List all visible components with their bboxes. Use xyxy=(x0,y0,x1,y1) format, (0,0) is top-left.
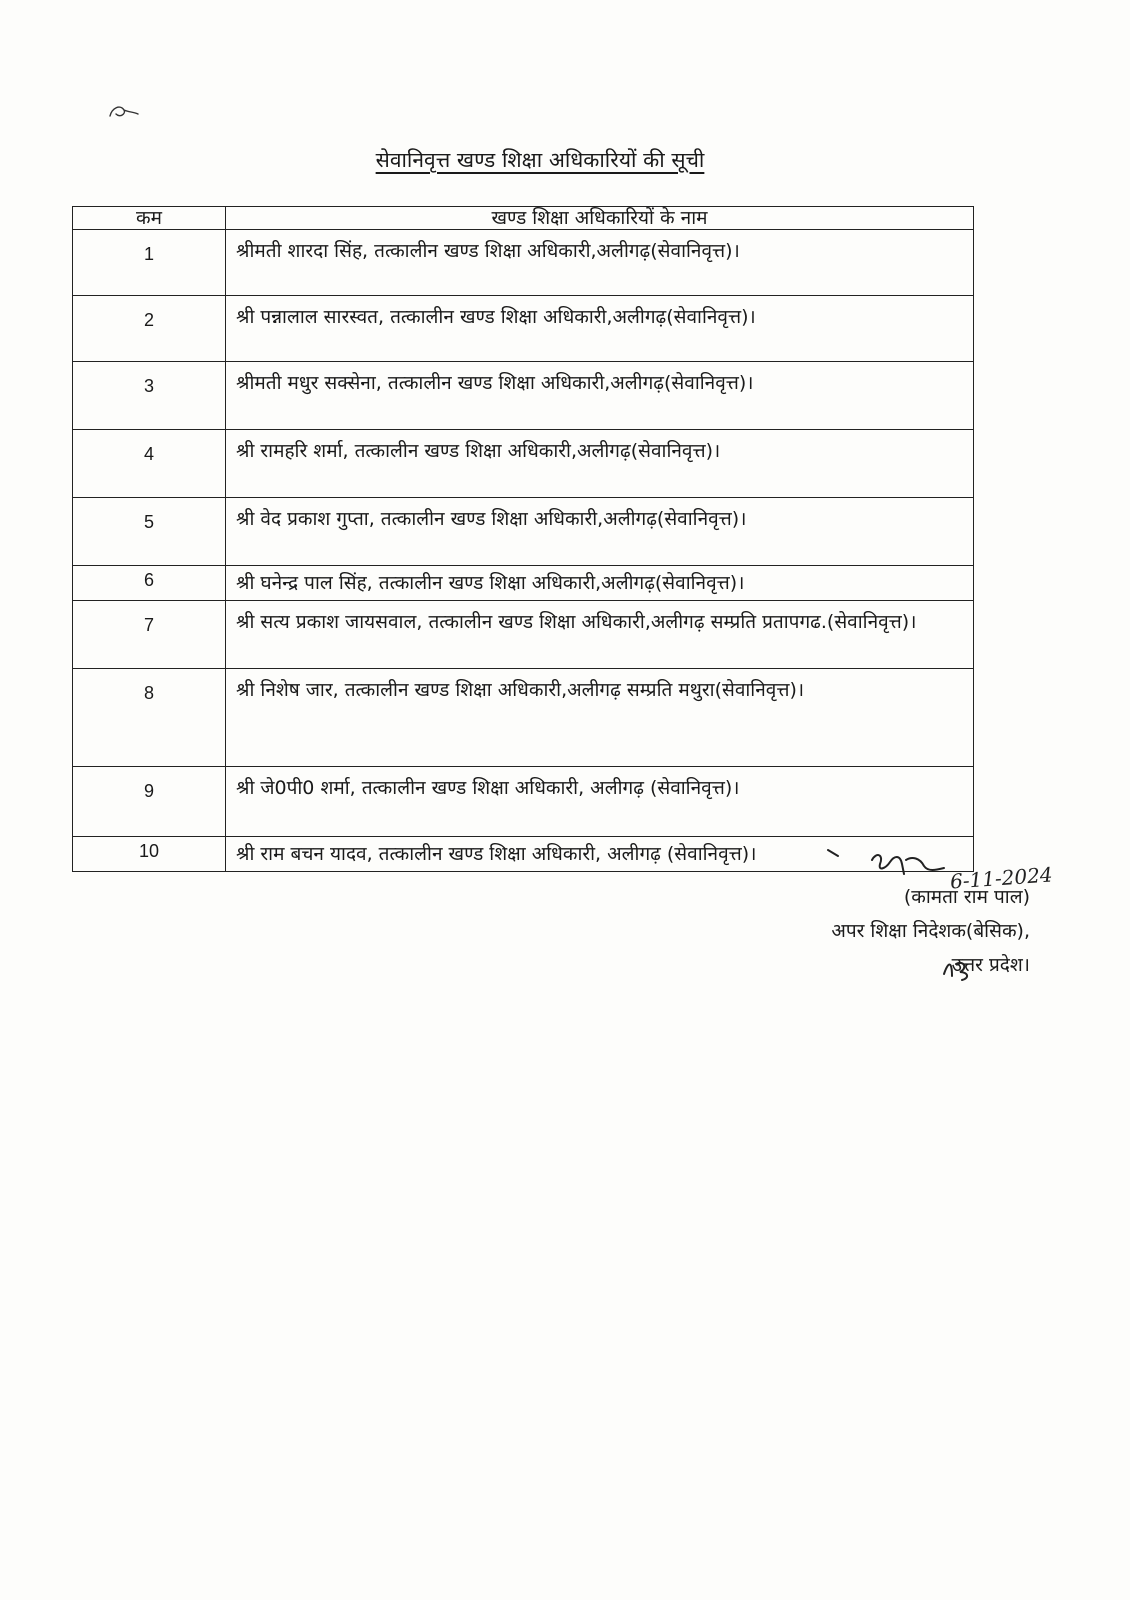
row-officer-name: श्रीमती मधुर सक्सेना, तत्कालीन खण्ड शिक्षा अधिकारी,अलीगढ़(सेवानिवृत्त)। xyxy=(226,362,974,430)
row-officer-name: श्रीमती शारदा सिंह, तत्कालीन खण्ड शिक्षा अधिकारी,अलीगढ़(सेवानिवृत्त)। xyxy=(226,230,974,296)
row-serial: 6 xyxy=(73,566,226,601)
row-officer-name: श्री सत्य प्रकाश जायसवाल, तत्कालीन खण्ड शिक्षा अधिकारी,अलीगढ़ सम्प्रति प्रतापगढ.(सेवानिवृत्त)। xyxy=(226,601,974,669)
signatory-designation: अपर शिक्षा निदेशक(बेसिक), xyxy=(831,920,1030,942)
signatory-name: (कामता राम पाल) xyxy=(903,886,1030,908)
row-serial: 5 xyxy=(73,498,226,566)
row-officer-name: श्री घनेन्द्र पाल सिंह, तत्कालीन खण्ड शिक्षा अधिकारी,अलीगढ़(सेवानिवृत्त)। xyxy=(226,566,974,601)
row-serial: 9 xyxy=(73,767,226,837)
officers-table xyxy=(72,206,974,872)
row-serial: 10 xyxy=(73,837,226,872)
table-row xyxy=(73,230,974,296)
handwritten-initial-mark xyxy=(938,952,976,984)
row-officer-name: श्री वेद प्रकाश गुप्ता, तत्कालीन खण्ड शिक्षा अधिकारी,अलीगढ़(सेवानिवृत्त)। xyxy=(226,498,974,566)
table-header-row xyxy=(73,207,974,230)
signature-block xyxy=(831,880,1030,982)
row-serial: 1 xyxy=(73,230,226,296)
row-serial: 8 xyxy=(73,669,226,767)
row-serial: 4 xyxy=(73,430,226,498)
row-officer-name: श्री निशेष जार, तत्कालीन खण्ड शिक्षा अधिकारी,अलीगढ़ सम्प्रति मथुरा(सेवानिवृत्त)। xyxy=(226,669,974,767)
row-officer-name: श्री जे0पी0 शर्मा, तत्कालीन खण्ड शिक्षा अधिकारी, अलीगढ़ (सेवानिवृत्त)। xyxy=(226,767,974,837)
page-title: सेवानिवृत्त खण्ड शिक्षा अधिकारियों की सूची xyxy=(375,148,705,172)
row-serial: 2 xyxy=(73,296,226,362)
header-serial: कम xyxy=(73,207,226,230)
handwritten-corner-mark xyxy=(106,100,142,124)
table-row xyxy=(73,566,974,601)
table-row xyxy=(73,362,974,430)
table-row xyxy=(73,296,974,362)
row-serial: 3 xyxy=(73,362,226,430)
table-row xyxy=(73,601,974,669)
signatory-state: उत्तर प्रदेश। xyxy=(951,954,1030,976)
table-row xyxy=(73,669,974,767)
row-serial: 7 xyxy=(73,601,226,669)
table-row xyxy=(73,498,974,566)
table-row xyxy=(73,430,974,498)
row-officer-name: श्री राम बचन यादव, तत्कालीन खण्ड शिक्षा अधिकारी, अलीगढ़ (सेवानिवृत्त)। xyxy=(226,837,974,872)
header-names: खण्ड शिक्षा अधिकारियों के नाम xyxy=(226,207,974,230)
row-officer-name: श्री पन्नालाल सारस्वत, तत्कालीन खण्ड शिक्षा अधिकारी,अलीगढ़(सेवानिवृत्त)। xyxy=(226,296,974,362)
signature-date: 6-11-2024 xyxy=(949,862,1054,894)
row-officer-name: श्री रामहरि शर्मा, तत्कालीन खण्ड शिक्षा अधिकारी,अलीगढ़(सेवानिवृत्त)। xyxy=(226,430,974,498)
table-row xyxy=(73,767,974,837)
